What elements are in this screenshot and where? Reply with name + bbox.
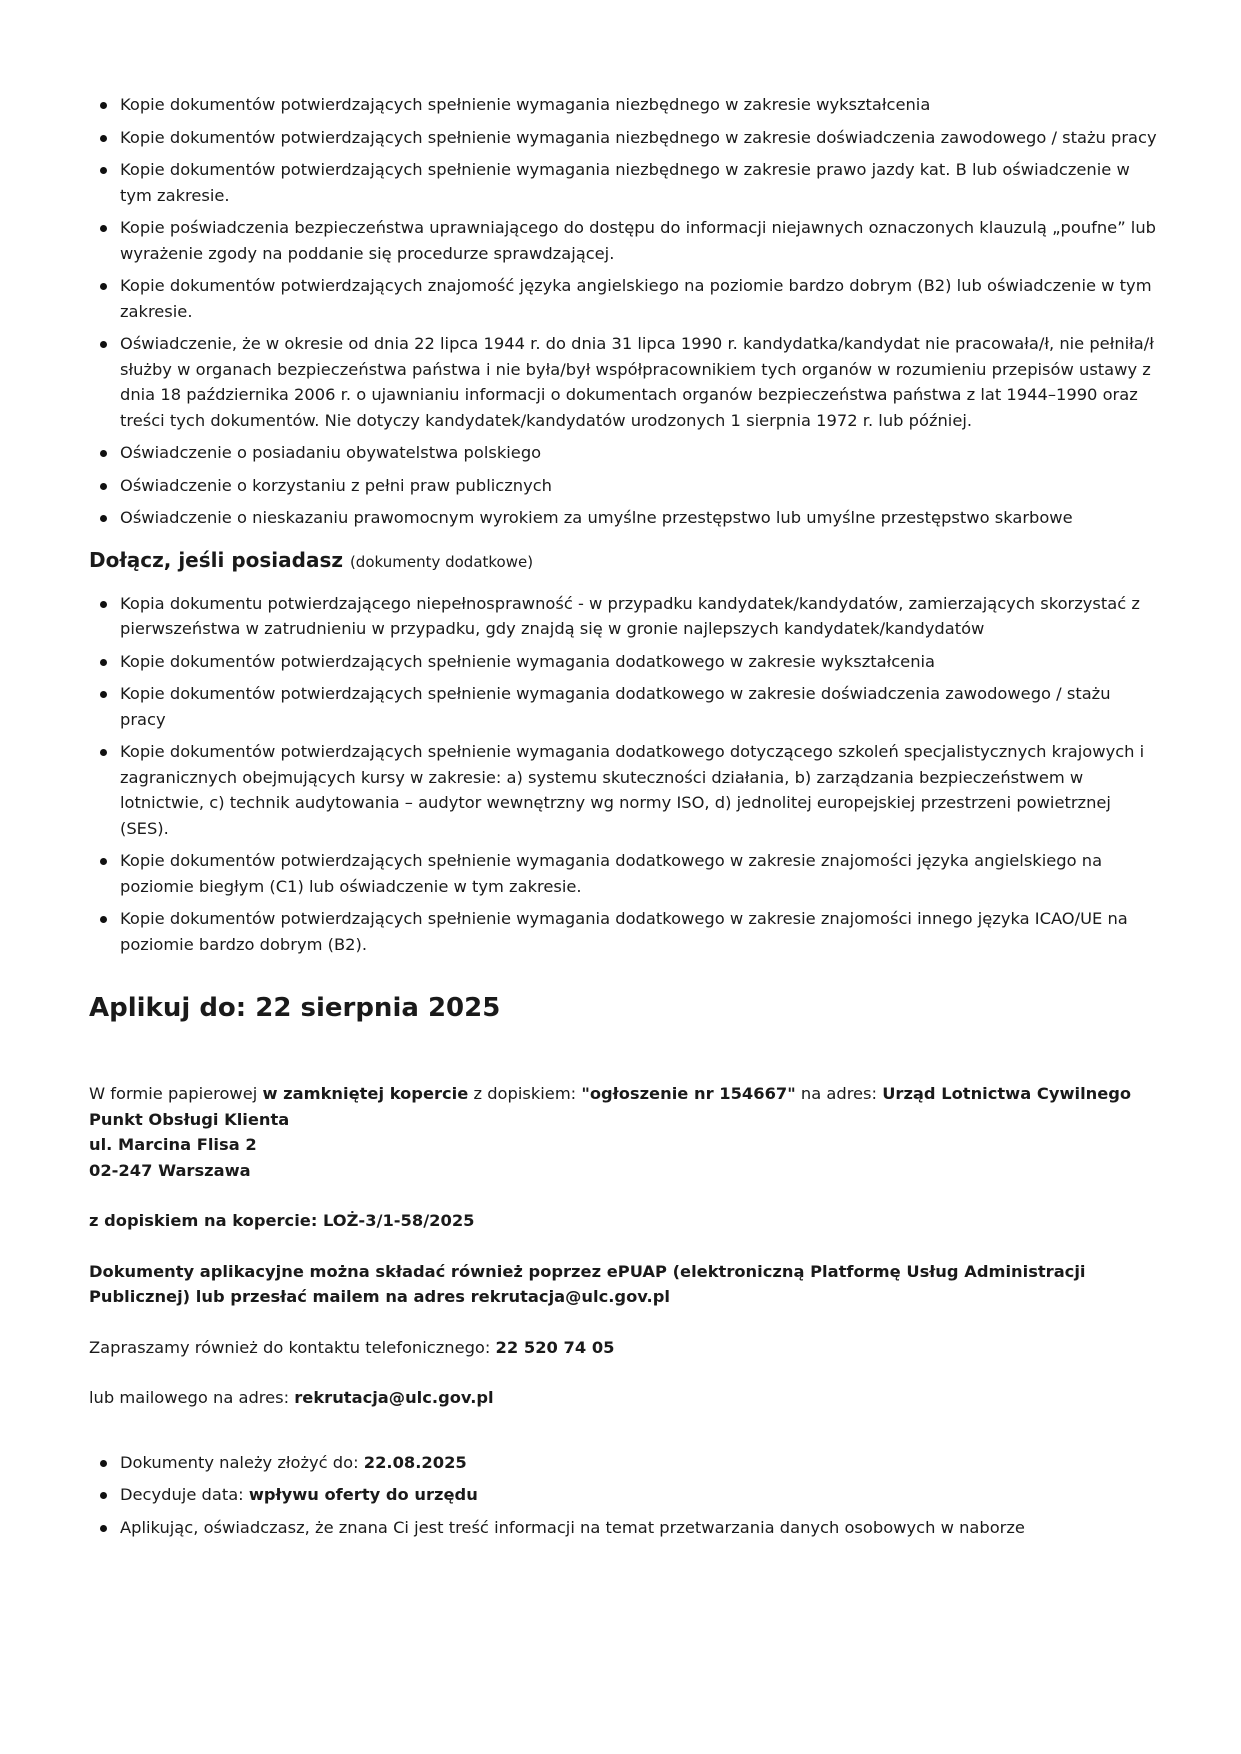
address-line: Punkt Obsługi Klienta xyxy=(89,1109,290,1129)
envelope-note-text: z dopiskiem na kopercie: LOŻ-3/1-58/2025 xyxy=(89,1211,475,1230)
list-item: Kopie dokumentów potwierdzających spełnienie wymagania dodatkowego w zakresie znajomości innego języka ICAO/UE na poziomie bardzo dobrym (B2). xyxy=(89,906,1159,957)
deadline-date: 22.08.2025 xyxy=(363,1452,467,1472)
email-label: lub mailowego na adres: xyxy=(89,1388,295,1407)
optional-section-title: Dołącz, jeśli posiadasz xyxy=(89,547,343,572)
required-documents-list xyxy=(89,92,1159,531)
final-notes-list xyxy=(89,1450,1159,1541)
email-contact xyxy=(89,1385,1159,1411)
address-line: Urząd Lotnictwa Cywilnego xyxy=(882,1084,1132,1103)
phone-number: 22 520 74 05 xyxy=(495,1337,615,1357)
list-item: Kopie dokumentów potwierdzających spełnienie wymagania niezbędnego w zakresie doświadczenia zawodowego / stażu pracy xyxy=(89,125,1159,151)
email-address: rekrutacja@ulc.gov.pl xyxy=(294,1388,494,1407)
decides-label: Decyduje data: xyxy=(120,1485,249,1504)
list-item xyxy=(89,1482,1159,1508)
list-item: Kopie dokumentów potwierdzających spełnienie wymagania dodatkowego w zakresie wykształcenia xyxy=(89,649,1159,675)
announcement-number: "ogłoszenie nr 154667" xyxy=(581,1084,796,1103)
list-item: Kopie poświadczenia bezpieczeństwa uprawniającego do dostępu do informacji niejawnych oznaczonych klauzulą „poufne” lub wyrażenie zgody na poddanie się procedurze sprawdzającej. xyxy=(89,215,1159,266)
list-item: Kopie dokumentów potwierdzających spełnienie wymagania niezbędnego w zakresie prawo jazdy kat. B lub oświadczenie w tym zakresie. xyxy=(89,157,1159,208)
intro-emphasis: w zamkniętej kopercie xyxy=(262,1084,469,1103)
list-item: Oświadczenie o nieskazaniu prawomocnym wyrokiem za umyślne przestępstwo lub umyślne przestępstwo skarbowe xyxy=(89,505,1159,531)
list-item xyxy=(89,1450,1159,1476)
apply-deadline-heading: Aplikuj do: 22 sierpnia 2025 xyxy=(89,993,501,1023)
intro-text: W formie papierowej xyxy=(89,1084,263,1103)
list-item: Kopie dokumentów potwierdzających spełnienie wymagania dodatkowego dotyczącego szkoleń specjalistycznych krajowych i zagranicznych obejmujących kursy w zakresie: a) systemu skuteczności działania, b) zarządzania bezpieczeństwem w lotnictwie, c) technik audytowania – audytor wewnętrzny wg normy ISO, d) jednolitej europejskiej przestrzeni powietrznej (SES). xyxy=(89,739,1159,841)
envelope-note xyxy=(89,1208,1159,1234)
optional-documents-list xyxy=(89,591,1159,958)
decides-value: wpływu oferty do urzędu xyxy=(248,1485,478,1504)
list-item: Kopie dokumentów potwierdzających spełnienie wymagania dodatkowego w zakresie doświadczenia zawodowego / stażu pracy xyxy=(89,681,1159,732)
list-item: Oświadczenie, że w okresie od dnia 22 lipca 1944 r. do dnia 31 lipca 1990 r. kandydatka/kandydat nie pracowała/ł, nie pełniła/ł służby w organach bezpieczeństwa państwa i nie była/był współpracownikiem tych organów w rozumieniu przepisów ustawy z dnia 18 października 2006 r. o ujawnianiu informacji o dokumentach organów bezpieczeństwa państwa z lat 1944–1990 oraz treści tych dokumentów. Nie dotyczy kandydatek/kandydatów urodzonych 1 sierpnia 1972 r. lub później. xyxy=(89,331,1159,433)
epuap-note-text: Dokumenty aplikacyjne można składać również poprzez ePUAP (elektroniczną Platformę Usług Administracji Publicznej) lub przesłać mailem na adres rekrutacja@ulc.gov.pl xyxy=(89,1261,1086,1306)
phone-label: Zapraszamy również do kontaktu telefonicznego: xyxy=(89,1337,496,1357)
list-item: Oświadczenie o korzystaniu z pełni praw publicznych xyxy=(89,473,1159,499)
address-line: ul. Marcina Flisa 2 xyxy=(89,1135,257,1154)
intro-text: na adres: xyxy=(795,1084,883,1103)
list-item: Kopie dokumentów potwierdzających spełnienie wymagania dodatkowego w zakresie znajomości języka angielskiego na poziomie biegłym (C1) lub oświadczenie w tym zakresie. xyxy=(89,848,1159,899)
deadline-label: Dokumenty należy złożyć do: xyxy=(120,1452,364,1472)
epuap-note xyxy=(89,1259,1159,1310)
list-item: Oświadczenie o posiadaniu obywatelstwa polskiego xyxy=(89,440,1159,466)
list-item: Aplikując, oświadczasz, że znana Ci jest treść informacji na temat przetwarzania danych osobowych w naborze xyxy=(89,1515,1159,1541)
list-item: Kopia dokumentu potwierdzającego niepełnosprawność - w przypadku kandydatek/kandydatów, zamierzających skorzystać z pierwszeństwa w zatrudnieniu w przypadku, gdy znajdą się w gronie najlepszych kandydatek/kandydatów xyxy=(89,591,1159,642)
intro-text: z dopiskiem: xyxy=(468,1084,582,1103)
list-item: Kopie dokumentów potwierdzających spełnienie wymagania niezbędnego w zakresie wykształcenia xyxy=(89,92,1159,118)
optional-documents-heading xyxy=(89,547,1159,575)
address-line: 02-247 Warszawa xyxy=(89,1160,251,1180)
optional-section-hint: (dokumenty dodatkowe) xyxy=(349,552,534,571)
application-instructions xyxy=(89,1081,1159,1183)
list-item: Kopie dokumentów potwierdzających znajomość języka angielskiego na poziomie bardzo dobrym (B2) lub oświadczenie w tym zakresie. xyxy=(89,273,1159,324)
document-content xyxy=(89,92,1159,1547)
phone-contact xyxy=(89,1335,1159,1361)
